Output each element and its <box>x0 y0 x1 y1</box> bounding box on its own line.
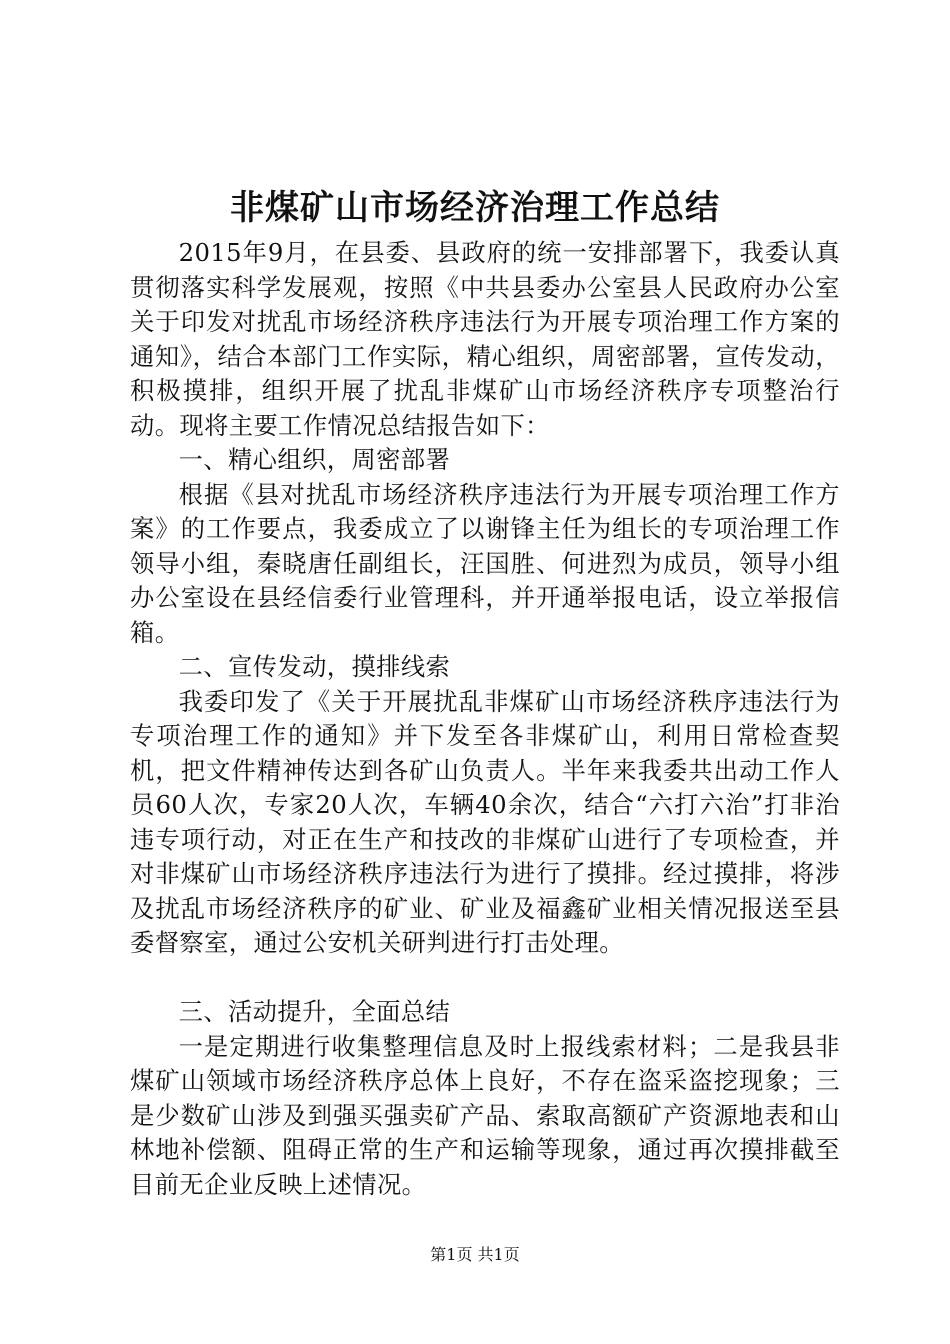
section-heading-3: 三、活动提升，全面总结 <box>178 997 451 1026</box>
section-heading-1: 一、精心组织，周密部署 <box>178 445 451 474</box>
section-2-paragraph: 我委印发了《关于开展扰乱非煤矿山市场经济秩序违法行为专项治理工作的通知》并下发至各非煤矿山，利用日常检查契机，把文件精神传达到各矿山负责人。半年来我委共出动工作人员60人次，专家20人次，车辆40余次，结合“六打六治”打非治违专项行动，对正在生产和技改的非煤矿山进行了专项检查，并对非煤矿山市场经济秩序违法行为进行了摸排。经过摸排，将涉及扰乱市场经济秩序的矿业、矿业及福鑫矿业相关情况报送至县委督察室，通过公安机关研判进行打击处理。 <box>130 686 840 957</box>
section-heading-2: 二、宣传发动，摸排线索 <box>178 652 451 681</box>
intro-paragraph: 2015年9月，在县委、县政府的统一安排部署下，我委认真贯彻落实科学发展观，按照《中共县委办公室县人民政府办公室关于印发对扰乱市场经济秩序违法行为开展专项治理工作方案的通知》，结合本部门工作实际，精心组织，周密部署，宣传发动，积极摸排，组织开展了扰乱非煤矿山市场经济秩序专项整治行动。现将主要工作情况总结报告如下： <box>130 238 840 440</box>
document-title: 非煤矿山市场经济治理工作总结 <box>230 188 720 228</box>
section-3-paragraph: 一是定期进行收集整理信息及时上报线索材料；二是我县非煤矿山领域市场经济秩序总体上良好，不存在盗采盗挖现象；三是少数矿山涉及到强买强卖矿产品、索取高额矿产资源地表和山林地补偿额、阻碍正常的生产和运输等现象，通过再次摸排截至目前无企业反映上述情况。 <box>130 1031 840 1199</box>
document-body <box>130 236 840 1202</box>
section-1-paragraph: 根据《县对扰乱市场经济秩序违法行为开展专项治理工作方案》的工作要点，我委成立了以谢锋主任为组长的专项治理工作领导小组，秦晓唐任副组长，汪国胜、何进烈为成员，领导小组办公室设在县经信委行业管理科，并开通举报电话，设立举报信箱。 <box>130 479 840 647</box>
page-footer: 第1页 共1页 <box>430 1245 520 1264</box>
